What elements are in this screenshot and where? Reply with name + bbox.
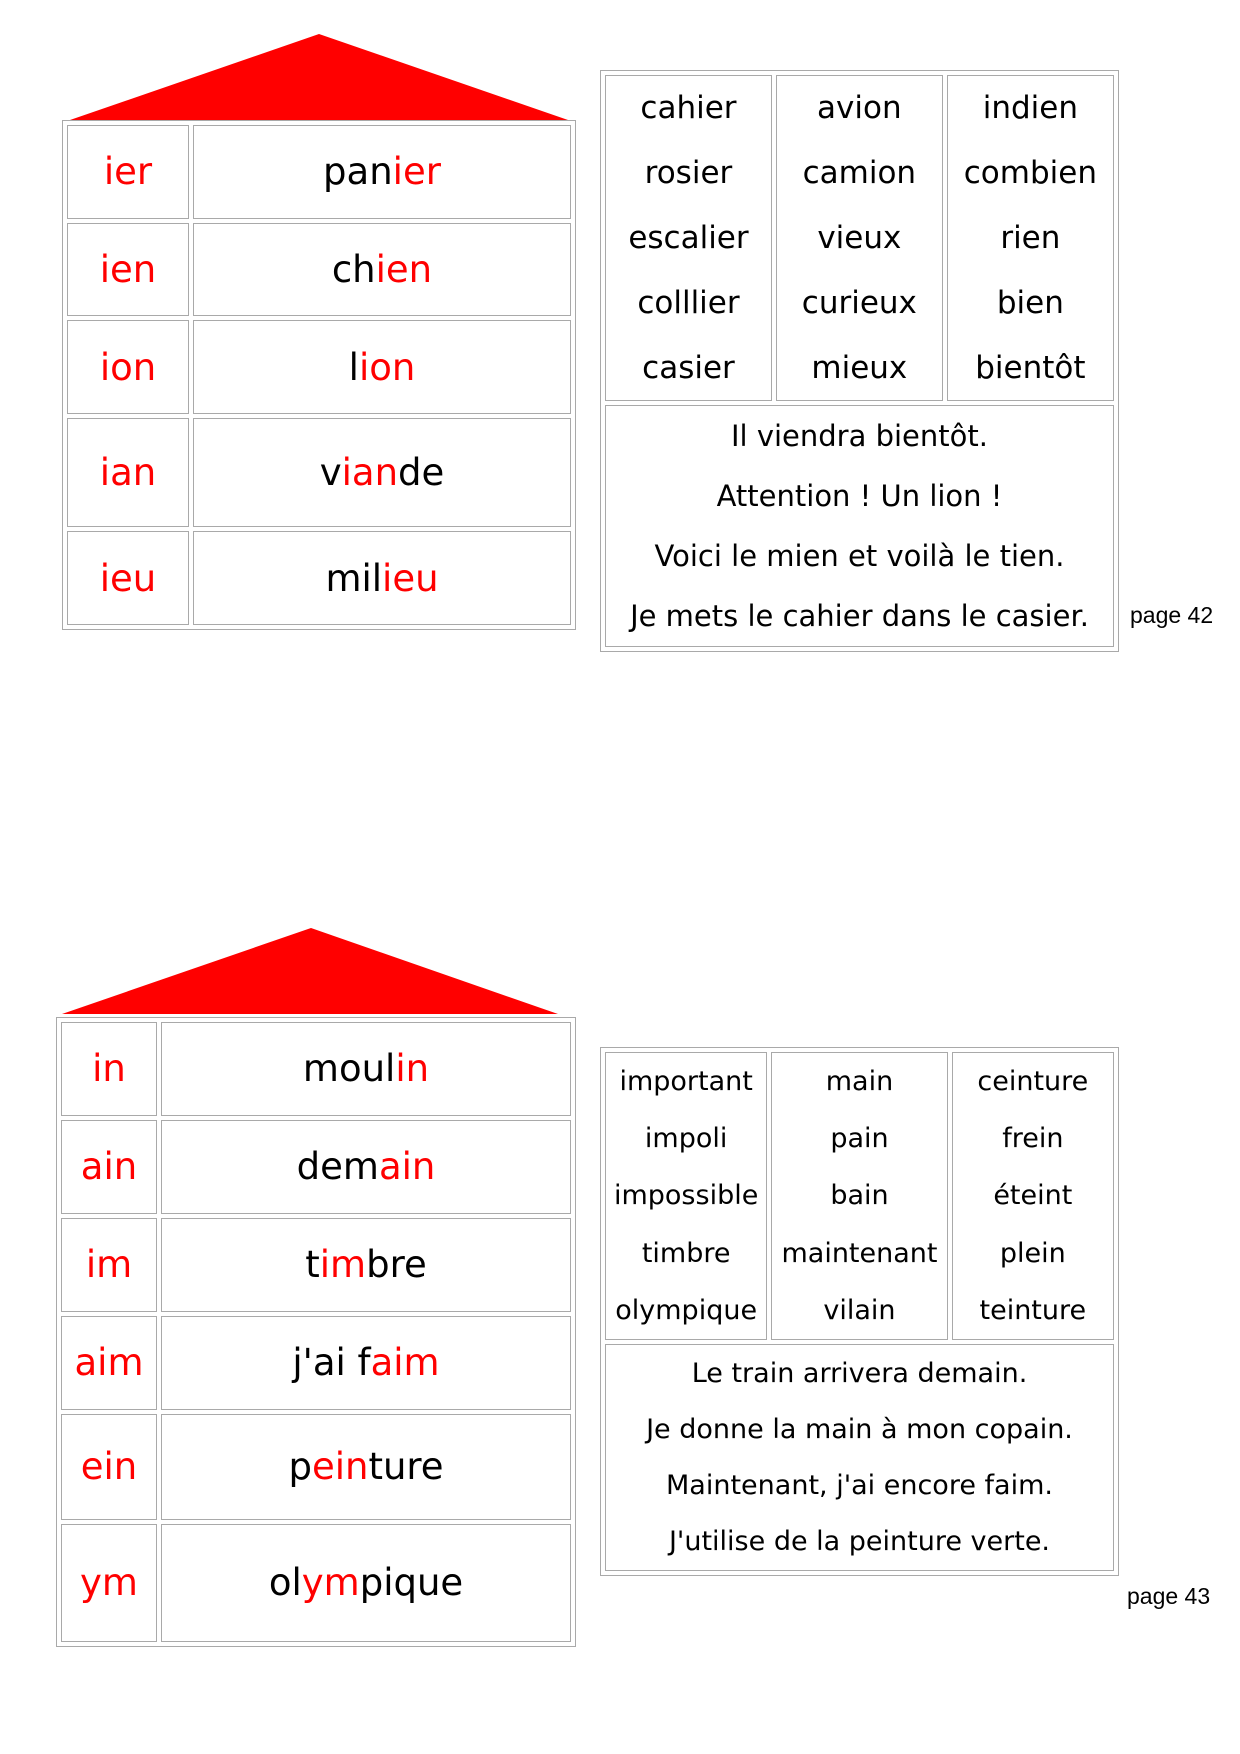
sentence: Voici le mien et voilà le tien. xyxy=(654,539,1065,573)
example-word-cell: peinture xyxy=(161,1414,571,1520)
word: indien xyxy=(982,90,1079,127)
word: maintenant xyxy=(781,1237,938,1269)
sound-cell: ain xyxy=(61,1120,157,1214)
word: curieux xyxy=(801,284,917,321)
word-panel-1 xyxy=(600,70,1119,652)
word-column xyxy=(776,75,943,401)
sentence: Je mets le cahier dans le casier. xyxy=(630,599,1089,633)
sound-cell: ion xyxy=(67,320,189,414)
word: bien xyxy=(996,284,1064,321)
word-column xyxy=(771,1052,947,1340)
sentence: J'utilise de la peinture verte. xyxy=(668,1526,1051,1558)
word: frein xyxy=(1002,1123,1064,1155)
word: camion xyxy=(802,155,917,192)
sound-cell: im xyxy=(61,1218,157,1312)
example-word-cell: moulin xyxy=(161,1022,571,1116)
house-roof-2 xyxy=(56,926,576,1016)
word: vilain xyxy=(823,1294,896,1326)
word: plein xyxy=(999,1237,1066,1269)
word: vieux xyxy=(817,219,902,256)
word: colllier xyxy=(637,284,740,321)
word-column xyxy=(605,1052,767,1340)
word: impoli xyxy=(644,1123,728,1155)
word-panel-2 xyxy=(600,1047,1119,1576)
word-column xyxy=(605,75,772,401)
word: timbre xyxy=(641,1237,731,1269)
sentence: Le train arrivera demain. xyxy=(691,1357,1028,1389)
word: bain xyxy=(830,1180,889,1212)
word: avion xyxy=(817,90,902,127)
example-word-cell: panier xyxy=(193,125,571,219)
sound-cell: in xyxy=(61,1022,157,1116)
word: cahier xyxy=(640,90,737,127)
sound-house-2 xyxy=(56,1017,576,1647)
word: combien xyxy=(963,155,1097,192)
example-word-cell: j'ai faim xyxy=(161,1316,571,1410)
example-word-cell: olympique xyxy=(161,1524,571,1642)
example-word-cell: viande xyxy=(193,418,571,527)
house-roof-1 xyxy=(62,32,576,122)
sentence: Je donne la main à mon copain. xyxy=(646,1413,1073,1445)
sentence: Maintenant, j'ai encore faim. xyxy=(666,1470,1053,1502)
word: mieux xyxy=(811,349,908,386)
page-number: page 43 xyxy=(1127,1583,1211,1609)
sound-cell: ian xyxy=(67,418,189,527)
word: escalier xyxy=(628,219,749,256)
word: teinture xyxy=(979,1294,1087,1326)
page-number: page 42 xyxy=(1130,602,1214,628)
sound-cell: ein xyxy=(61,1414,157,1520)
sound-cell: ien xyxy=(67,223,189,317)
example-word-cell: milieu xyxy=(193,531,571,625)
word: rien xyxy=(1000,219,1061,256)
word: éteint xyxy=(993,1180,1073,1212)
example-word-cell: lion xyxy=(193,320,571,414)
word: impossible xyxy=(613,1180,759,1212)
word-column xyxy=(947,75,1114,401)
word: bientôt xyxy=(975,349,1086,386)
word: important xyxy=(619,1066,753,1098)
example-word-cell: chien xyxy=(193,223,571,317)
sentence: Il viendra bientôt. xyxy=(731,419,988,453)
sentences-box xyxy=(605,405,1114,647)
word: main xyxy=(825,1066,894,1098)
word: pain xyxy=(830,1123,889,1155)
sound-cell: ier xyxy=(67,125,189,219)
sound-house-1 xyxy=(62,120,576,630)
sound-cell: ieu xyxy=(67,531,189,625)
word: rosier xyxy=(644,155,733,192)
example-word-cell: demain xyxy=(161,1120,571,1214)
sentence: Attention ! Un lion ! xyxy=(716,479,1003,513)
word: ceinture xyxy=(977,1066,1089,1098)
sound-cell: aim xyxy=(61,1316,157,1410)
word-column xyxy=(952,1052,1114,1340)
word: olympique xyxy=(615,1294,758,1326)
sound-cell: ym xyxy=(61,1524,157,1642)
example-word-cell: timbre xyxy=(161,1218,571,1312)
sentences-box xyxy=(605,1344,1114,1571)
word: casier xyxy=(642,349,735,386)
